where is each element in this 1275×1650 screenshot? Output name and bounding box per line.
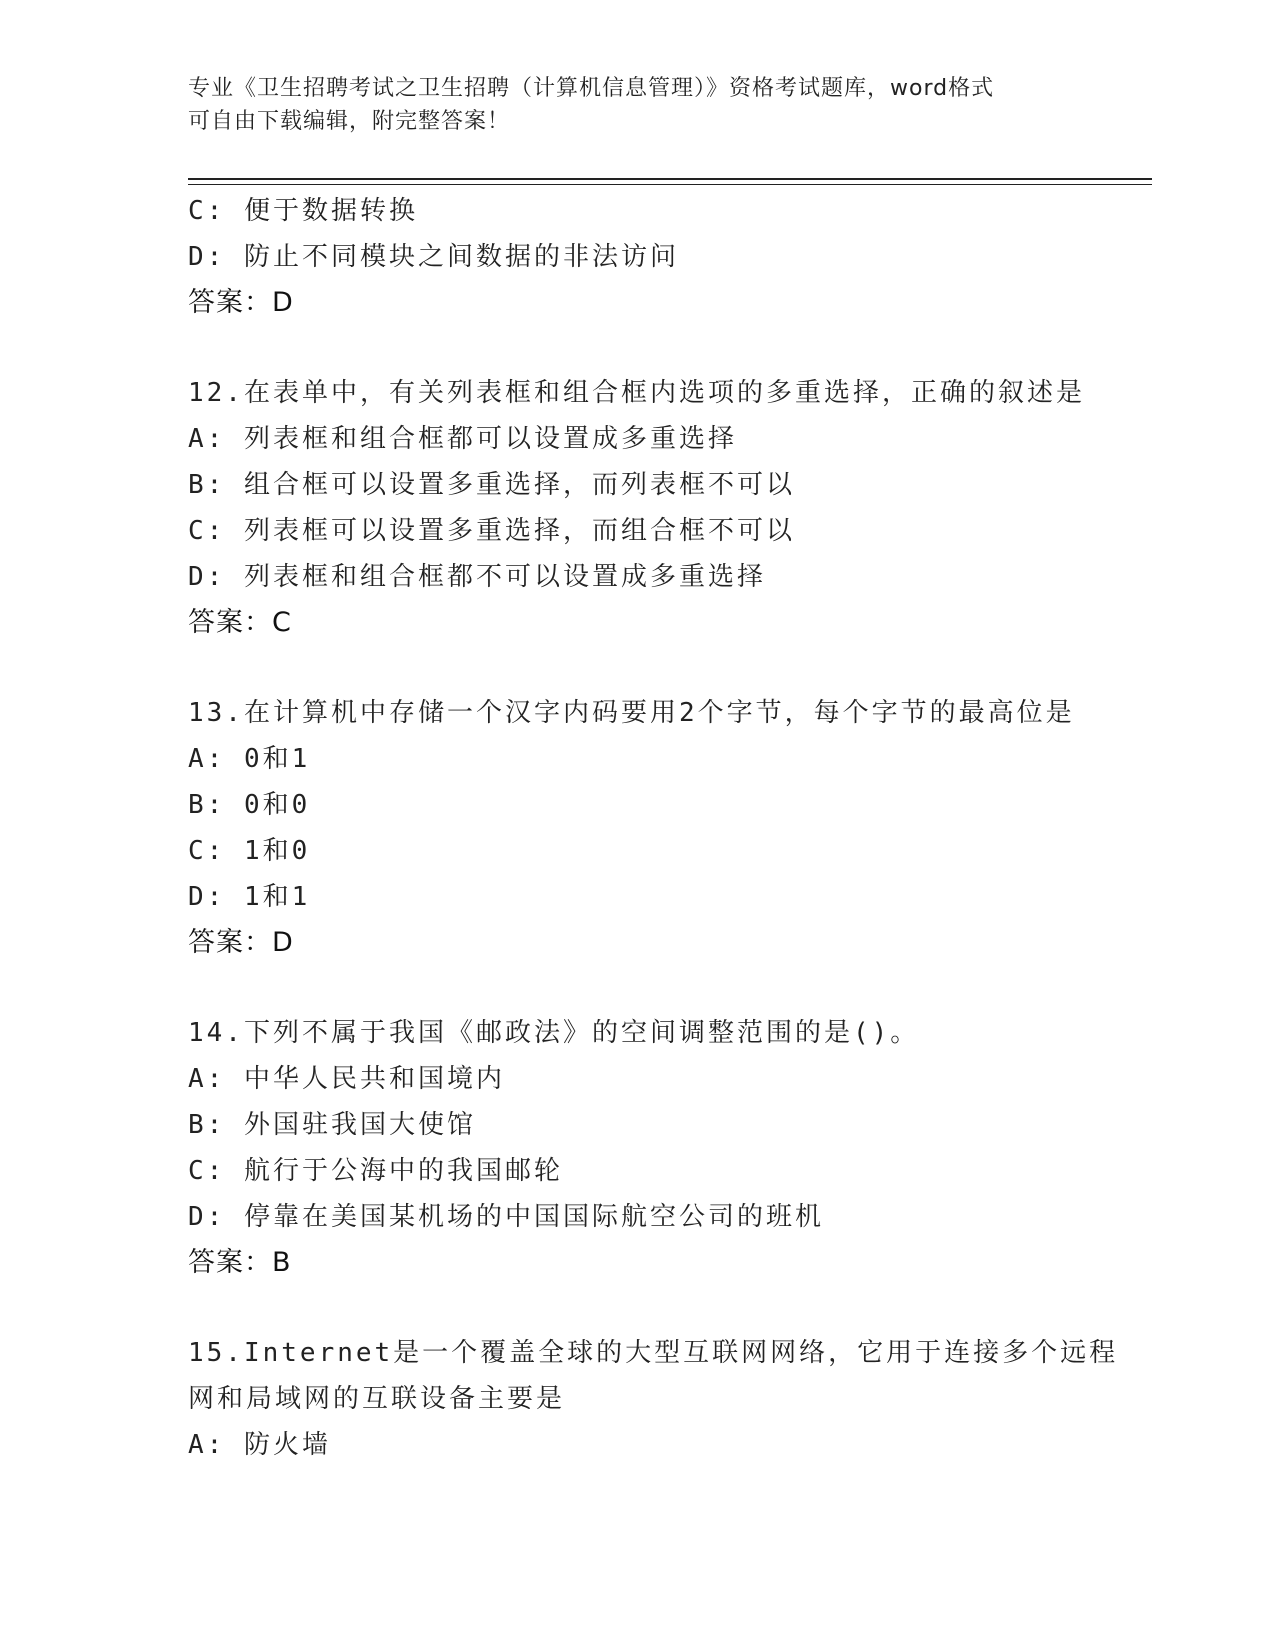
option-a: A: 列表框和组合框都可以设置成多重选择 [188, 424, 737, 454]
answer-line: 答案：C [188, 607, 292, 638]
option-a: A: 中华人民共和国境内 [188, 1064, 505, 1094]
option-d: D: 防止不同模块之间数据的非法访问 [188, 242, 679, 272]
spacer [188, 966, 1128, 1010]
spacer [188, 1286, 1128, 1330]
question-stem-line-2: 网和局域网的互联设备主要是 [188, 1384, 566, 1414]
option-c: C: 列表框可以设置多重选择，而组合框不可以 [188, 516, 795, 546]
option-a: A: 防火墙 [188, 1430, 331, 1460]
option-b: B: 0和0 [188, 790, 311, 820]
option-c: C: 1和0 [188, 836, 311, 866]
option-a: A: 0和1 [188, 744, 311, 774]
header-line-2: 可自由下载编辑，附完整答案！ [188, 109, 511, 134]
option-b: B: 外国驻我国大使馆 [188, 1110, 476, 1140]
header-rule-thick [188, 178, 1152, 180]
question-stem: 14.下列不属于我国《邮政法》的空间调整范围的是()。 [188, 1018, 920, 1048]
spacer [188, 326, 1128, 370]
question-content [188, 188, 1128, 1468]
answer-line: 答案：B [188, 1247, 292, 1278]
question-stem-line-1: 15.Internet是一个覆盖全球的大型互联网网络，它用于连接多个远程 [188, 1338, 1119, 1368]
page-header [188, 72, 1088, 138]
spacer [188, 646, 1128, 690]
option-c: C: 航行于公海中的我国邮轮 [188, 1156, 563, 1186]
question-stem: 12.在表单中，有关列表框和组合框内选项的多重选择，正确的叙述是 [188, 378, 1085, 408]
header-rule-thin [188, 184, 1152, 185]
header-line-1: 专业《卫生招聘考试之卫生招聘（计算机信息管理）》资格考试题库，word格式 [188, 76, 995, 101]
option-d: D: 1和1 [188, 882, 311, 912]
question-stem: 13.在计算机中存储一个汉字内码要用2个字节，每个字节的最高位是 [188, 698, 1075, 728]
answer-line: 答案：D [188, 927, 294, 958]
option-d: D: 停靠在美国某机场的中国国际航空公司的班机 [188, 1202, 824, 1232]
option-c: C: 便于数据转换 [188, 196, 418, 226]
answer-line: 答案：D [188, 287, 294, 318]
option-d: D: 列表框和组合框都不可以设置成多重选择 [188, 562, 766, 592]
option-b: B: 组合框可以设置多重选择，而列表框不可以 [188, 470, 795, 500]
